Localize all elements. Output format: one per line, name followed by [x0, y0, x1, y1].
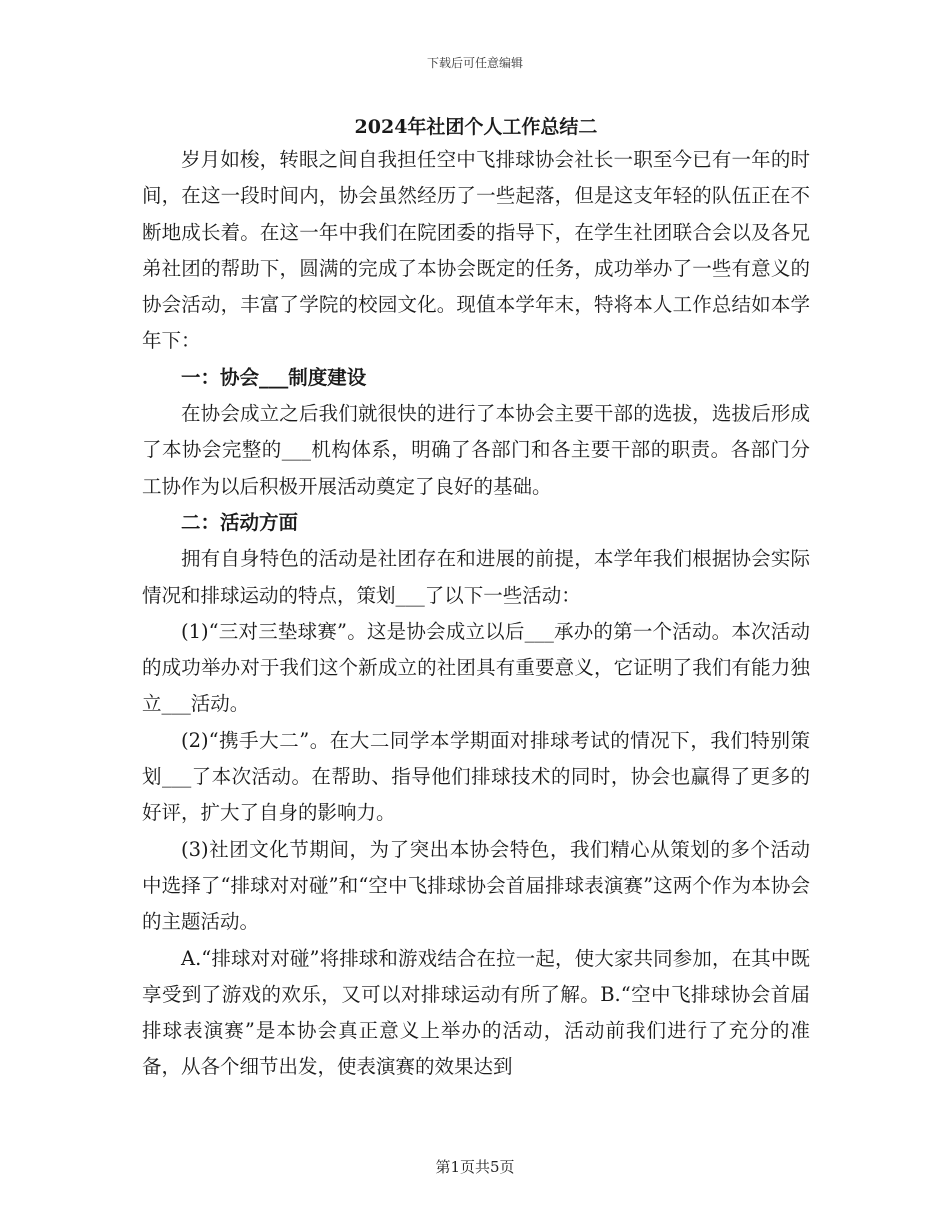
section-heading-activities: 二：活动方面 [181, 510, 299, 534]
section-body-activities: 拥有自身特色的活动是社团存在和进展的前提，本学年我们根据协会实际情况和排球运动的特点，策划___了以下一些活动： [142, 547, 810, 607]
activity-item-3-detail: A.“排球对对碰”将排球和游戏结合在拉一起，使大家共同参加，在其中既享受到了游戏的欢乐，又可以对排球运动有所了解。B.“空中飞排球协会首届排球表演赛”是本协会真正意义上举办的活动，活动前我们进行了充分的准备，从各个细节出发，使表演赛的效果达到 [142, 946, 810, 1079]
header-note: 下载后可任意编辑 [426, 56, 523, 70]
intro-paragraph: 岁月如梭，转眼之间自我担任空中飞排球协会社长一职至今已有一年的时间，在这一段时间内，协会虽然经历了一些起落，但是这支年轻的队伍正在不断地成长着。在这一年中我们在院团委的指导下，在学生社团联合会以及各兄弟社团的帮助下，圆满的完成了本协会既定的任务，成功举办了一些有意义的协会活动，丰富了学院的校园文化。现值本学年末，特将本人工作总结如本学年下： [142, 148, 810, 353]
page-indicator: 第1页共5页 [435, 1158, 515, 1176]
section-body-system: 在协会成立之后我们就很快的进行了本协会主要干部的选拔，选拔后形成了本协会完整的___机构体系，明确了各部门和各主要干部的职责。各部门分工协作为以后积极开展活动奠定了良好的基础。 [142, 402, 810, 498]
activity-item-1: (1)“三对三垫球赛”。这是协会成立以后___承办的第一个活动。本次活动的成功举办对于我们这个新成立的社团具有重要意义，它证明了我们有能力独立___活动。 [142, 619, 810, 716]
document-title: 2024年社团个人工作总结二 [354, 116, 598, 138]
activity-item-2: (2)“携手大二”。在大二同学本学期面对排球考试的情况下，我们特别策划___了本次活动。在帮助、指导他们排球技术的同时，协会也赢得了更多的好评，扩大了自身的影响力。 [142, 728, 810, 825]
activity-item-3: (3)社团文化节期间，为了突出本协会特色，我们精心从策划的多个活动中选择了“排球对对碰”和“空中飞排球协会首届排球表演赛”这两个作为本协会的主题活动。 [142, 837, 810, 934]
section-heading-system: 一：协会___制度建设 [181, 365, 367, 389]
document-body [142, 112, 810, 1086]
